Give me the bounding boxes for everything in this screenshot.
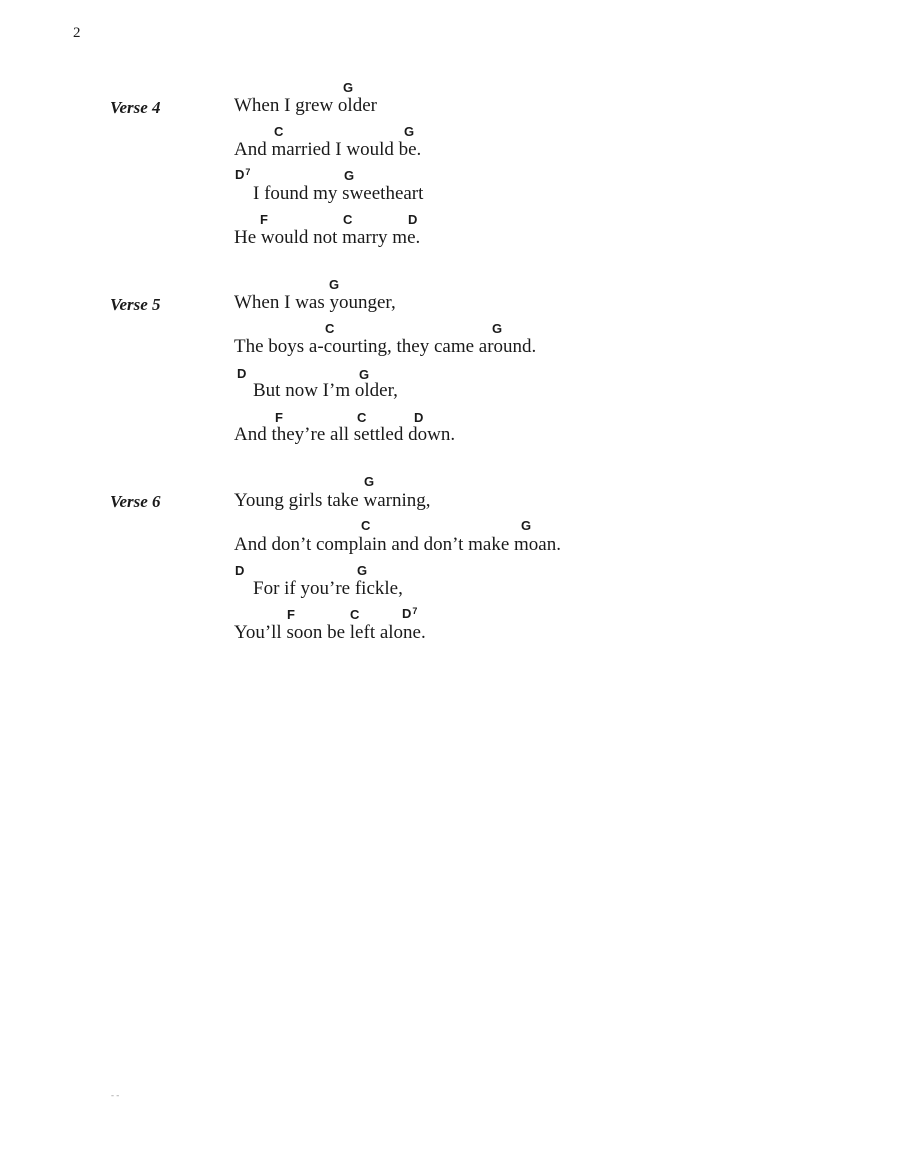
lyric-line: But now I’m older, [253,380,398,401]
chord-symbol: C [350,607,360,622]
chord-symbol: C [274,124,284,139]
lyric-line: And don’t complain and don’t make moan. [234,534,561,555]
page-number: 2 [73,25,81,41]
chord-symbol: G [344,168,355,183]
chord-symbol: G [521,518,532,533]
chord-symbol: G [329,277,340,292]
chord-symbol: G [359,367,370,382]
lyric-line: I found my sweetheart [253,183,424,204]
chord-symbol: G [343,80,354,95]
chord-symbol: D [414,410,424,425]
chord-symbol: C [325,321,335,336]
chord-symbol: C [361,518,371,533]
chord-symbol: D [408,212,418,227]
lyric-line: Young girls take warning, [234,490,431,511]
verse-label: Verse 5 [110,295,161,314]
chord-symbol: G [492,321,503,336]
chord-symbol: $D^7$ [235,167,251,182]
lyric-line: And they’re all settled down. [234,424,456,445]
chord-symbol: D [235,563,245,578]
chord-symbol: G [364,474,375,489]
footer-mark: - - [111,1090,120,1100]
verse-label: Verse 4 [110,98,161,117]
lyric-line: The boys a-courting, they came around. [234,336,537,357]
lyric-line: When I was younger, [234,292,396,313]
verse-label: Verse 6 [110,492,161,511]
lyric-line: For if you’re fickle, [253,578,403,599]
chord-symbol: G [404,124,415,139]
lyric-line: You’ll soon be left alone. [234,622,426,643]
chord-symbol: F [260,212,268,227]
lyric-line: He would not marry me. [234,227,421,248]
chord-symbol: D [237,366,247,381]
chord-symbol: C [357,410,367,425]
chord-symbol: F [287,607,295,622]
chord-symbol: G [357,563,368,578]
chord-symbol: $D^7$ [402,606,418,621]
chord-symbol: C [343,212,353,227]
lyric-line: When I grew older [234,95,377,116]
chord-symbol: F [275,410,283,425]
lyric-line: And married I would be. [234,139,422,160]
